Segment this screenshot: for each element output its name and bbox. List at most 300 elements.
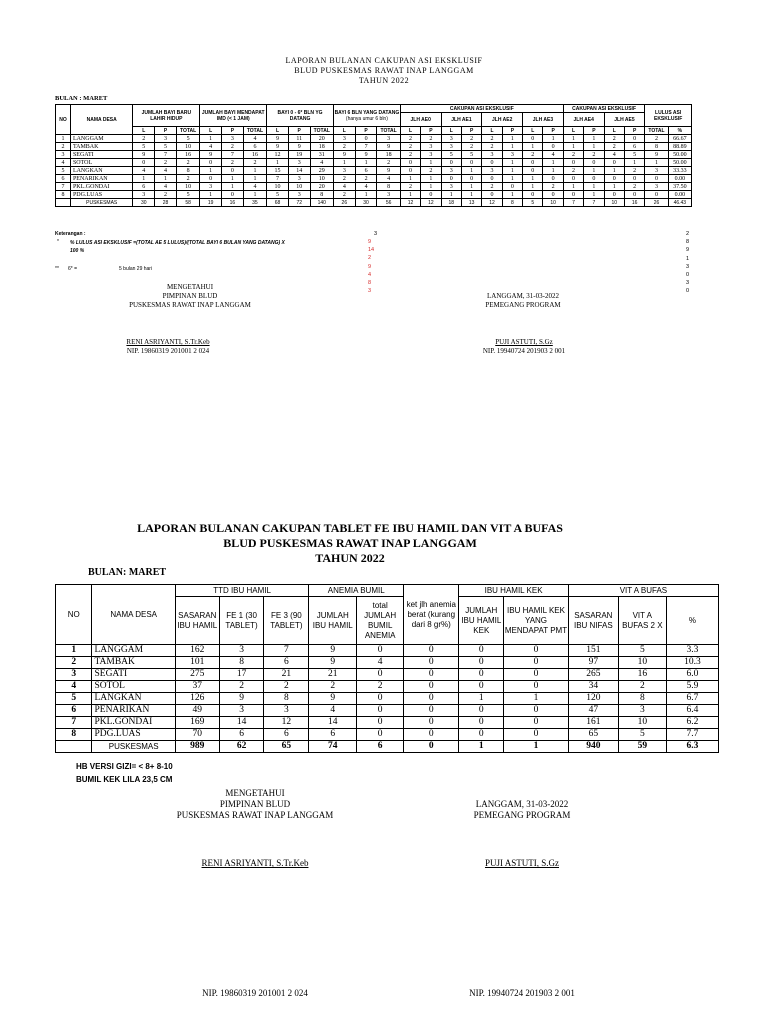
table-cell: 6 bbox=[243, 143, 266, 151]
table-cell: 3 bbox=[200, 183, 222, 191]
table-cell: 1 bbox=[243, 191, 266, 199]
total-cell: 30 bbox=[355, 199, 377, 207]
table-cell: 1 bbox=[243, 175, 266, 183]
table-cell: 4 bbox=[333, 183, 355, 191]
report1-signer1: RENI ASRIYANTI, S.Tr.Keb bbox=[126, 338, 210, 346]
t1-subheader-p: P bbox=[461, 127, 481, 135]
table-cell: 0 bbox=[357, 693, 404, 705]
table-cell: 4 bbox=[243, 183, 266, 191]
total-row-label: PUSKESMAS bbox=[92, 741, 175, 753]
row-no: 4 bbox=[56, 681, 92, 693]
table-cell: 10 bbox=[618, 717, 666, 729]
total-cell: 30 bbox=[133, 199, 155, 207]
t2-header-vita2x: VIT A BUFAS 2 X bbox=[618, 597, 666, 645]
total-cell: 0 bbox=[404, 741, 459, 753]
t1-subheader-p: P bbox=[502, 127, 522, 135]
table-cell: 2 bbox=[243, 159, 266, 167]
table-cell: 3 bbox=[441, 135, 461, 143]
table-cell: 0 bbox=[404, 645, 459, 657]
table-cell: 5 bbox=[176, 191, 199, 199]
table-cell: 6 bbox=[355, 167, 377, 175]
table-cell: 0 bbox=[604, 191, 624, 199]
table-cell: 7.7 bbox=[666, 729, 718, 741]
t1-subheader-p: P bbox=[543, 127, 563, 135]
t1-subheader-l: L bbox=[523, 127, 543, 135]
table-cell: 1 bbox=[421, 175, 441, 183]
table-cell: 20 bbox=[310, 183, 333, 191]
table-row bbox=[56, 159, 692, 167]
table-cell: 9 bbox=[267, 135, 289, 143]
t1-subheader-total: TOTAL bbox=[243, 127, 266, 135]
table-cell: 0 bbox=[584, 159, 604, 167]
report2-title bbox=[0, 521, 700, 566]
row-no: 6 bbox=[56, 705, 92, 717]
table-cell: 1 bbox=[355, 191, 377, 199]
report1-puskesmas: PUSKESMAS RAWAT INAP LANGGAM bbox=[129, 301, 251, 309]
table-cell: 7 bbox=[222, 151, 244, 159]
row-desa-name: LANGGAM bbox=[92, 645, 175, 657]
side-top-number: 3 bbox=[374, 231, 378, 237]
total-cell: 12 bbox=[400, 199, 420, 207]
t2-header-no: NO bbox=[56, 585, 92, 645]
header-bayi-6-bln-sub: (hanya umur 6 bln) bbox=[345, 115, 388, 122]
table-cell: 0 bbox=[400, 167, 420, 175]
table-cell: 5 bbox=[176, 135, 199, 143]
row-no: 6 bbox=[56, 175, 71, 183]
table-cell: 2 bbox=[624, 183, 644, 191]
table-cell: 2 bbox=[645, 135, 668, 143]
header-cakupan-1: CAKUPAN ASI EKSKLUSIF bbox=[400, 105, 563, 113]
header-bayi-6-bln-label: BAYI 6 BLN YANG DATANG bbox=[334, 109, 400, 116]
report2-approver-block bbox=[145, 788, 365, 821]
total-row-blank bbox=[56, 199, 71, 207]
row-desa-name: PDG.LUAS bbox=[70, 191, 133, 199]
table-cell: 8 bbox=[377, 183, 400, 191]
table-cell: 2 bbox=[264, 681, 309, 693]
table-cell: 70 bbox=[175, 729, 219, 741]
table-cell: 1 bbox=[563, 143, 583, 151]
table-cell: 8 bbox=[310, 191, 333, 199]
row-no: 1 bbox=[56, 645, 92, 657]
table-cell: 2 bbox=[563, 151, 583, 159]
red-number-column bbox=[368, 238, 374, 295]
table-cell: 2 bbox=[604, 135, 624, 143]
table-cell: 0 bbox=[482, 175, 502, 183]
table-cell: 1 bbox=[459, 693, 504, 705]
header-no: NO bbox=[56, 105, 71, 135]
total-row-label: PUSKESMAS bbox=[70, 199, 133, 207]
table-row bbox=[56, 175, 692, 183]
t2-header-kek: IBU HAMIL KEK bbox=[459, 585, 568, 597]
t1-subheader-p: P bbox=[584, 127, 604, 135]
table-cell: 5 bbox=[267, 191, 289, 199]
table-cell: 0.00 bbox=[668, 191, 691, 199]
table-cell: 2 bbox=[482, 183, 502, 191]
table-cell: 6 bbox=[264, 729, 309, 741]
table-cell: 0 bbox=[502, 183, 522, 191]
table-cell: 1 bbox=[222, 183, 244, 191]
table-cell: 162 bbox=[175, 645, 219, 657]
report1-mengetahui: MENGETAHUI bbox=[166, 283, 214, 291]
right-number: 3 bbox=[686, 263, 690, 270]
table-cell: 1 bbox=[421, 183, 441, 191]
total-cell: 7 bbox=[584, 199, 604, 207]
table-cell: 3 bbox=[222, 135, 244, 143]
total-row bbox=[56, 199, 692, 207]
row-no: 7 bbox=[56, 717, 92, 729]
total-cell: 28 bbox=[155, 199, 177, 207]
total-cell: 46.43 bbox=[668, 199, 691, 207]
table-cell: 2 bbox=[333, 191, 355, 199]
table-cell: 101 bbox=[175, 657, 219, 669]
t1-subheader-p: P bbox=[421, 127, 441, 135]
header-lulus: LULUS ASI EKSKLUSIF bbox=[645, 105, 692, 127]
table-cell: 0 bbox=[459, 645, 504, 657]
row-desa-name: SEGATI bbox=[92, 669, 175, 681]
report1-title-line3: TAHUN 2022 bbox=[358, 76, 410, 85]
table-cell: 7 bbox=[155, 151, 177, 159]
table-cell: 0 bbox=[404, 657, 459, 669]
table-cell: 2 bbox=[604, 143, 624, 151]
header-jlh-ae4: JLH AE4 bbox=[563, 113, 604, 127]
table-cell: 3 bbox=[288, 175, 310, 183]
table-cell: 1 bbox=[333, 159, 355, 167]
t1-subheader-p: P bbox=[222, 127, 244, 135]
red-number: 9 bbox=[368, 239, 372, 245]
table-cell: 5 bbox=[461, 151, 481, 159]
t1-subheader-total: TOTAL bbox=[645, 127, 668, 135]
table-cell: 0 bbox=[441, 175, 461, 183]
total-cell: 16 bbox=[624, 199, 644, 207]
table-cell: 4 bbox=[133, 167, 155, 175]
keterangan-label: Keterangan : bbox=[55, 231, 86, 237]
report1-pimpinan: PIMPINAN BLUD bbox=[162, 292, 218, 300]
table-cell: 2 bbox=[357, 681, 404, 693]
table-cell: 10 bbox=[310, 175, 333, 183]
report1-nip2: NIP. 19940724 201903 2 001 bbox=[482, 347, 566, 355]
table-row bbox=[56, 191, 692, 199]
table-cell: 3 bbox=[288, 191, 310, 199]
table-row bbox=[56, 729, 719, 741]
table-cell: 1 bbox=[504, 693, 569, 705]
table-cell: 1 bbox=[523, 183, 543, 191]
row-desa-name: SOTOL bbox=[92, 681, 175, 693]
table-cell: 4 bbox=[377, 175, 400, 183]
table-cell: 1 bbox=[502, 143, 522, 151]
table-cell: 4 bbox=[604, 151, 624, 159]
table-cell: 20 bbox=[310, 135, 333, 143]
table-cell: 2 bbox=[333, 175, 355, 183]
table-cell: 1 bbox=[604, 183, 624, 191]
row-desa-name: LANGKAN bbox=[70, 167, 133, 175]
t2-header-sasaran-ibu-hamil: SASARAN IBU HAMIL bbox=[175, 597, 219, 645]
table-cell: 0 bbox=[459, 705, 504, 717]
table-cell: 1 bbox=[421, 159, 441, 167]
table-cell: 0 bbox=[357, 645, 404, 657]
table-cell: 2 bbox=[333, 143, 355, 151]
row-no: 5 bbox=[56, 693, 92, 705]
table-cell: 3 bbox=[482, 151, 502, 159]
table-cell: 8 bbox=[618, 693, 666, 705]
table-cell: 14 bbox=[219, 717, 264, 729]
table-cell: 0 bbox=[504, 681, 569, 693]
table-cell: 0 bbox=[200, 159, 222, 167]
report2-title-line3: TAHUN 2022 bbox=[315, 551, 385, 565]
table-cell: 0 bbox=[523, 159, 543, 167]
table-cell: 9 bbox=[309, 693, 357, 705]
table-cell: 6 bbox=[624, 143, 644, 151]
total-cell: 12 bbox=[421, 199, 441, 207]
row-no: 2 bbox=[56, 657, 92, 669]
table-cell: 275 bbox=[175, 669, 219, 681]
t2-header-ket-jlh: ket jlh anemia berat (kurang dari 8 gr%) bbox=[404, 585, 459, 645]
table-cell: 3 bbox=[441, 143, 461, 151]
t2-header-kek-pmt: IBU HAMIL KEK YANG MENDAPAT PMT bbox=[504, 597, 569, 645]
row-desa-name: PKL.GONDAI bbox=[92, 717, 175, 729]
table-cell: 2 bbox=[461, 135, 481, 143]
table-cell: 4 bbox=[155, 167, 177, 175]
row-no: 7 bbox=[56, 183, 71, 191]
table-cell: 9 bbox=[333, 151, 355, 159]
table-cell: 3 bbox=[288, 159, 310, 167]
table-row bbox=[56, 151, 692, 159]
table-cell: 18 bbox=[310, 143, 333, 151]
header-nama-desa: NAMA DESA bbox=[70, 105, 133, 135]
table-cell: 0 bbox=[604, 175, 624, 183]
report1-bulan: BULAN : MARET bbox=[55, 95, 108, 102]
table-cell: 10 bbox=[288, 183, 310, 191]
row-no: 3 bbox=[56, 151, 71, 159]
table-cell: 1 bbox=[502, 167, 522, 175]
table-cell: 8 bbox=[219, 657, 264, 669]
table-cell: 2 bbox=[523, 151, 543, 159]
table-cell: 5 bbox=[133, 143, 155, 151]
table-cell: 8 bbox=[176, 167, 199, 175]
table-cell: 1 bbox=[584, 135, 604, 143]
table-cell: 1 bbox=[461, 167, 481, 175]
row-desa-name: TAMBAK bbox=[92, 657, 175, 669]
table-cell: 2 bbox=[222, 159, 244, 167]
note1-text: % LULUS ASI EKSKLUSIF =(TOTAL AE 5 LULUS)/(TOTAL BAYI 6 BULAN YANG DATANG) X 100 % bbox=[70, 240, 285, 254]
table-cell: 14 bbox=[309, 717, 357, 729]
row-no: 4 bbox=[56, 159, 71, 167]
table-cell: 1 bbox=[200, 191, 222, 199]
note2-text: 5 bulan 29 hari bbox=[119, 266, 153, 272]
row-desa-name: LANGGAM bbox=[70, 135, 133, 143]
table-cell: 3 bbox=[155, 135, 177, 143]
table-cell: 9 bbox=[309, 645, 357, 657]
table-cell: 0 bbox=[404, 705, 459, 717]
table-cell: 0 bbox=[543, 191, 563, 199]
table-cell: 9 bbox=[377, 167, 400, 175]
table-cell: 2 bbox=[176, 159, 199, 167]
row-desa-name: TAMBAK bbox=[70, 143, 133, 151]
table-cell: 0 bbox=[504, 669, 569, 681]
header-jlh-ae1: JLH AE1 bbox=[441, 113, 482, 127]
t2-header-nama-desa: NAMA DESA bbox=[92, 585, 175, 645]
table-cell: 5.9 bbox=[666, 681, 718, 693]
table-cell: 2 bbox=[543, 183, 563, 191]
table-cell: 0 bbox=[504, 657, 569, 669]
table-cell: 1 bbox=[355, 159, 377, 167]
table-cell: 2 bbox=[355, 175, 377, 183]
total-cell: 26 bbox=[333, 199, 355, 207]
red-number: 9 bbox=[368, 263, 372, 270]
report1-signer2: PUJI ASTUTI, S.Gz bbox=[495, 338, 553, 346]
row-desa-name: SOTOL bbox=[70, 159, 133, 167]
table-cell: 88.89 bbox=[668, 143, 691, 151]
table-cell: 2 bbox=[563, 167, 583, 175]
row-desa-name: LANGKAN bbox=[92, 693, 175, 705]
table-cell: 49 bbox=[175, 705, 219, 717]
report2-pemegang: PEMEGANG PROGRAM bbox=[473, 810, 571, 820]
header-jlh-ae3: JLH AE3 bbox=[523, 113, 564, 127]
table-cell: 2 bbox=[421, 135, 441, 143]
table-cell: 0 bbox=[404, 669, 459, 681]
report2-nip2: NIP. 19940724 201903 2 001 bbox=[469, 988, 575, 998]
report2-pimpinan: PIMPINAN BLUD bbox=[219, 799, 291, 809]
t1-subheader-l: L bbox=[441, 127, 461, 135]
table-cell: 4 bbox=[357, 657, 404, 669]
table-cell: 7 bbox=[267, 175, 289, 183]
table-cell: 1 bbox=[584, 143, 604, 151]
table-cell: 6 bbox=[309, 729, 357, 741]
report1-pemegang: PEMEGANG PROGRAM bbox=[485, 301, 561, 309]
table-cell: 2 bbox=[377, 159, 400, 167]
t2-header-total-bumil-anemia: total JUMLAH BUMIL ANEMIA bbox=[357, 597, 404, 645]
t1-subheader-l: L bbox=[133, 127, 155, 135]
total-cell: 62 bbox=[219, 741, 264, 753]
note-hb: HB VERSI GIZI= < 8+ 8-10 bbox=[76, 762, 173, 771]
table-cell: 0 bbox=[459, 657, 504, 669]
table-cell: 17 bbox=[219, 669, 264, 681]
table-cell: 9 bbox=[355, 151, 377, 159]
report2-title-line2: BLUD PUSKESMAS RAWAT INAP LANGGAM bbox=[223, 536, 477, 550]
table-cell: 265 bbox=[568, 669, 618, 681]
red-number: 3 bbox=[368, 288, 372, 295]
table-cell: 12 bbox=[267, 151, 289, 159]
table-cell: 4 bbox=[200, 143, 222, 151]
t2-header-jumlah-kek: JUMLAH IBU HAMIL KEK bbox=[459, 597, 504, 645]
table-cell: 0 bbox=[504, 705, 569, 717]
total-cell: 989 bbox=[175, 741, 219, 753]
table-cell: 1 bbox=[502, 191, 522, 199]
table-cell: 0 bbox=[504, 717, 569, 729]
t2-header-jumlah-ibu-hamil: JUMLAH IBU HAMIL bbox=[309, 597, 357, 645]
table-cell: 9 bbox=[133, 151, 155, 159]
right-number-column bbox=[686, 230, 689, 296]
table-row bbox=[56, 669, 719, 681]
table-cell: 14 bbox=[288, 167, 310, 175]
table-cell: 4 bbox=[155, 183, 177, 191]
red-number: 2 bbox=[368, 255, 372, 262]
red-number: 14 bbox=[368, 247, 375, 254]
table-cell: 0 bbox=[421, 191, 441, 199]
table-cell: 2 bbox=[400, 135, 420, 143]
total-cell: 74 bbox=[309, 741, 357, 753]
table-cell: 31 bbox=[310, 151, 333, 159]
header-jlh-ae5: JLH AE5 bbox=[604, 113, 645, 127]
t1-subheader-total: TOTAL bbox=[310, 127, 333, 135]
header-cakupan-2: CAKUPAN ASI EKSKLUSIF bbox=[563, 105, 645, 113]
table-cell: 0 bbox=[357, 729, 404, 741]
table-cell: 0 bbox=[563, 191, 583, 199]
table-cell: 1 bbox=[584, 191, 604, 199]
table-cell: 4 bbox=[309, 705, 357, 717]
table-cell: 0 bbox=[523, 191, 543, 199]
table-cell: 10 bbox=[267, 183, 289, 191]
table-cell: 1 bbox=[400, 191, 420, 199]
table-cell: 10 bbox=[176, 143, 199, 151]
row-desa-name: PENARIKAN bbox=[70, 175, 133, 183]
table-cell: 1 bbox=[563, 135, 583, 143]
table-cell: 3.3 bbox=[666, 645, 718, 657]
table-cell: 161 bbox=[568, 717, 618, 729]
table-cell: 0 bbox=[461, 159, 481, 167]
row-no: 2 bbox=[56, 143, 71, 151]
table-cell: 3 bbox=[219, 705, 264, 717]
table-cell: 21 bbox=[264, 669, 309, 681]
table-cell: 1 bbox=[461, 191, 481, 199]
table-cell: 6.0 bbox=[666, 669, 718, 681]
table-cell: 0 bbox=[604, 159, 624, 167]
table-cell: 7 bbox=[355, 143, 377, 151]
table-cell: 2 bbox=[155, 191, 177, 199]
table-cell: 0 bbox=[400, 159, 420, 167]
right-number: 8 bbox=[686, 239, 690, 246]
table-cell: 2 bbox=[624, 167, 644, 175]
table-cell: 1 bbox=[502, 175, 522, 183]
table-cell: 5 bbox=[441, 151, 461, 159]
table-cell: 1 bbox=[267, 159, 289, 167]
t1-subheader-l: L bbox=[482, 127, 502, 135]
table-cell: 19 bbox=[288, 151, 310, 159]
table-cell: 50.00 bbox=[668, 151, 691, 159]
total-cell: 1 bbox=[459, 741, 504, 753]
table-row bbox=[56, 657, 719, 669]
table-cell: 1 bbox=[502, 135, 522, 143]
total-cell: 19 bbox=[200, 199, 222, 207]
table-cell: 6 bbox=[264, 657, 309, 669]
total-cell: 5 bbox=[523, 199, 543, 207]
table-cell: 0 bbox=[543, 175, 563, 183]
t1-subheader-p: P bbox=[155, 127, 177, 135]
table-cell: 0 bbox=[624, 175, 644, 183]
table-cell: 65 bbox=[568, 729, 618, 741]
table-cell: 1 bbox=[441, 191, 461, 199]
table-cell: 9 bbox=[309, 657, 357, 669]
table-cell: 0 bbox=[504, 729, 569, 741]
table-row bbox=[56, 183, 692, 191]
table-cell: 0 bbox=[482, 159, 502, 167]
report2-signer1: RENI ASRIYANTI, S.Tr.Keb bbox=[201, 858, 309, 868]
total-cell: 140 bbox=[310, 199, 333, 207]
row-no: 8 bbox=[56, 729, 92, 741]
table-cell: 2 bbox=[176, 175, 199, 183]
note2-bullet: ** bbox=[55, 266, 59, 272]
table-cell: 1 bbox=[200, 167, 222, 175]
table-cell: 0 bbox=[482, 191, 502, 199]
table-cell: 0 bbox=[624, 191, 644, 199]
total-cell: 68 bbox=[267, 199, 289, 207]
t1-subheader-p: P bbox=[624, 127, 644, 135]
table-cell: 0 bbox=[459, 669, 504, 681]
table-cell: 2 bbox=[482, 143, 502, 151]
table-cell: 16 bbox=[243, 151, 266, 159]
table-cell: 1 bbox=[584, 183, 604, 191]
table-cell: 9 bbox=[377, 143, 400, 151]
table-cell: 3 bbox=[502, 151, 522, 159]
